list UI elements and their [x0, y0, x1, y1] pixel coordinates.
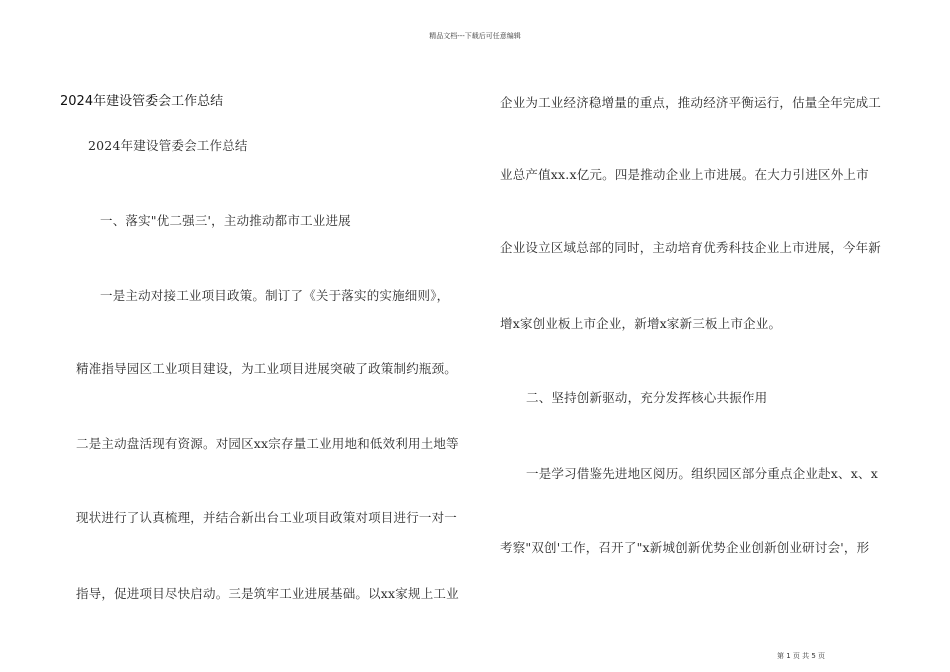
page-number: 第 1 页 共 5 页 [777, 652, 826, 660]
right-paragraph-line: 业总产值xx.x亿元。四是推动企业上市进展。在大力引进区外上市 [500, 167, 869, 182]
left-paragraph-line: 现状进行了认真梳理，并结合新出台工业项目政策对项目进行一对一 [76, 510, 458, 525]
right-section-heading: 二、坚持创新驱动，充分发挥核心共振作用 [526, 390, 768, 405]
right-paragraph-line: 一是学习借鉴先进地区阅历。组织园区部分重点企业赴x、x、x [526, 466, 878, 481]
right-paragraph-line: 企业为工业经济稳增量的重点，推动经济平衡运行，估量全年完成工 [500, 95, 882, 110]
left-paragraph-line: 二是主动盘活现有资源。对园区xx宗存量工业用地和低效利用土地等 [76, 436, 459, 451]
right-paragraph-line: 考察"双创'工作，召开了"x新城创新优势企业创新创业研讨会'，形 [500, 540, 870, 555]
page-header-note: 精品文档---下载后可任意编辑 [429, 32, 521, 40]
left-paragraph-line: 2024年建设管委会工作总结 [88, 138, 248, 153]
left-section-heading: 一、落实"优二强三'，主动推动都市工业进展 [100, 213, 351, 228]
document-title: 2024年建设管委会工作总结 [60, 94, 224, 109]
right-paragraph-line: 增x家创业板上市企业，新增x家新三板上市企业。 [500, 316, 782, 331]
left-paragraph-line: 一是主动对接工业项目政策。制订了《关于落实的实施细则》， [100, 288, 450, 303]
right-paragraph-line: 企业设立区域总部的同时，主动培育优秀科技企业上市进展，今年新 [500, 240, 882, 255]
left-paragraph-line: 指导，促进项目尽快启动。三是筑牢工业进展基础。以xx家规上工业 [76, 586, 459, 601]
left-paragraph-line: 精准指导园区工业项目建设，为工业项目进展突破了政策制约瓶颈。 [76, 361, 458, 376]
